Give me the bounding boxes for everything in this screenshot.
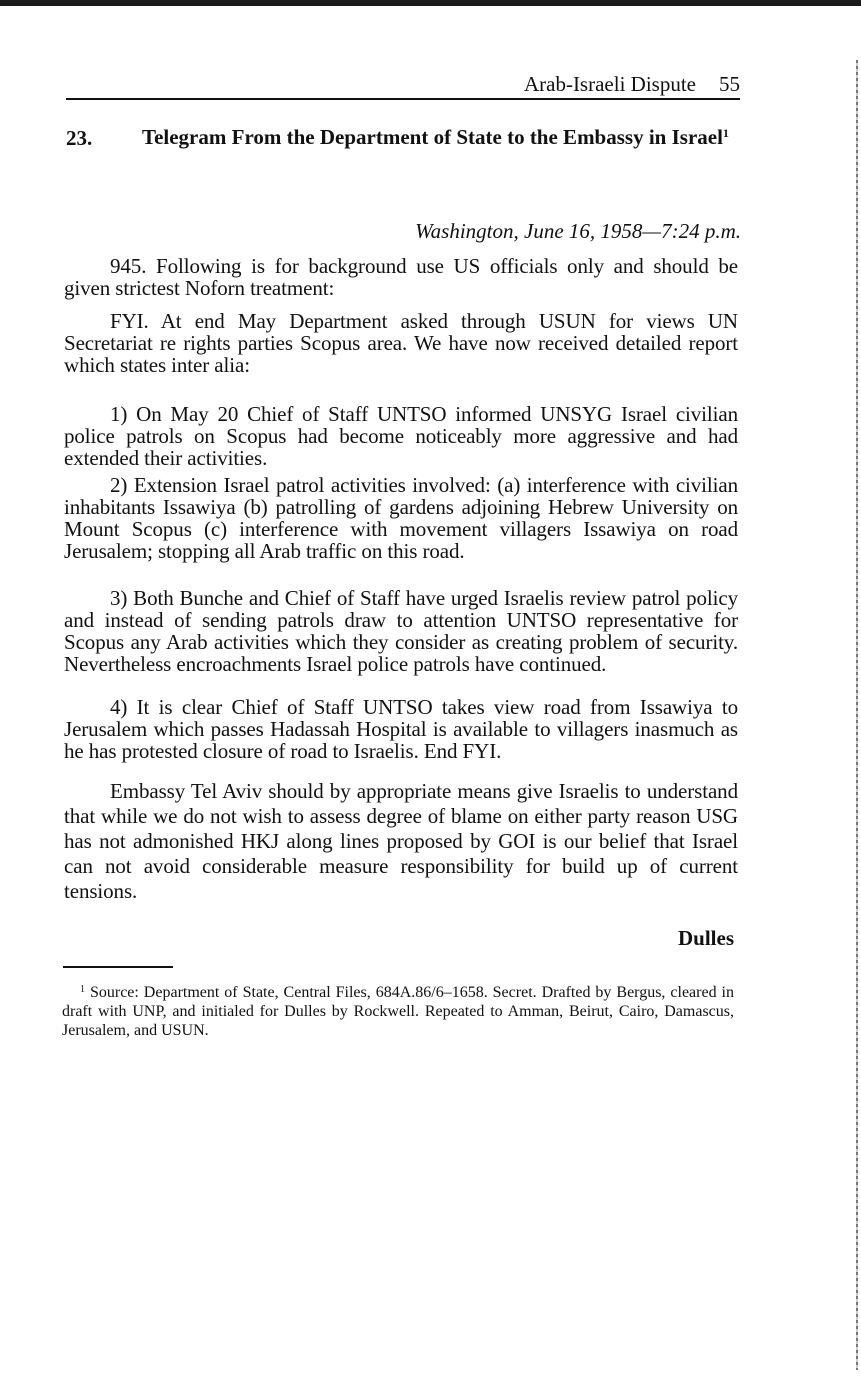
footnote-reference: 1: [722, 126, 729, 140]
list-item-3: 3) Both Bunche and Chief of Staff have urged Israelis review patrol policy and instead of sending patrols draw to attention UNTSO representative for Scopus any Arab activities which they consider as creating problem of security. Nevertheless encroachments Israel police patrols have continued.: [64, 586, 738, 676]
dateline: Washington, June 16, 1958—7:24 p.m.: [415, 219, 741, 243]
page-top-border: [0, 0, 861, 6]
footnote-text: Source: Department of State, Central Files, 684A.86/6–1658. Secret. Drafted by Bergus, cleared in draft with UNP, and initialed for Dulles by Rockwell. Repeated to Amman, Beirut, Cairo, Damascus, Jerusalem, and USUN.: [62, 984, 734, 1039]
footnote-marker: 1: [80, 984, 85, 995]
paragraph-fyi: FYI. At end May Department asked through USUN for views UN Secretariat re rights parties Scopus area. We have now received detailed report which states inter alia:: [64, 309, 738, 377]
paragraph-intro: 945. Following is for background use US officials only and should be given strictest Noforn treatment:: [64, 254, 738, 300]
document-title-text: Telegram From the Department of State to the Embassy in Israel: [142, 125, 723, 149]
page-number: 55: [719, 72, 740, 96]
footnote-rule: [63, 966, 173, 968]
list-item-4: 4) It is clear Chief of Staff UNTSO takes view road from Issawiya to Jerusalem which passes Hadassah Hospital is available to villagers inasmuch as he has protested closure of road to Israelis. End FYI.: [64, 695, 738, 763]
footnote: [62, 983, 734, 1040]
page-right-edge: [856, 60, 858, 1370]
running-head: [66, 72, 740, 100]
document-title: [142, 124, 742, 151]
paragraph-instructions: Embassy Tel Aviv should by appropriate means give Israelis to understand that while we do not wish to assess degree of blame on either party reason USG has not admonished HKJ along lines proposed by GOI is our belief that Israel can not avoid considerable measure responsibility for build up of current tensions.: [64, 779, 738, 903]
running-head-title: Arab-Israeli Dispute: [523, 72, 696, 96]
signature: Dulles: [677, 926, 734, 950]
document-number: 23.: [66, 126, 93, 150]
list-item-2: 2) Extension Israel patrol activities involved: (a) interference with civilian inhabitants Issawiya (b) patrolling of gardens adjoining Hebrew University on Mount Scopus (c) interference with movement villagers Issawiya on road Jerusalem; stopping all Arab traffic on this road.: [64, 473, 738, 563]
list-item-1: 1) On May 20 Chief of Staff UNTSO informed UNSYG Israel civilian police patrols on Scopus had become noticeably more aggressive and had extended their activities.: [64, 402, 738, 470]
